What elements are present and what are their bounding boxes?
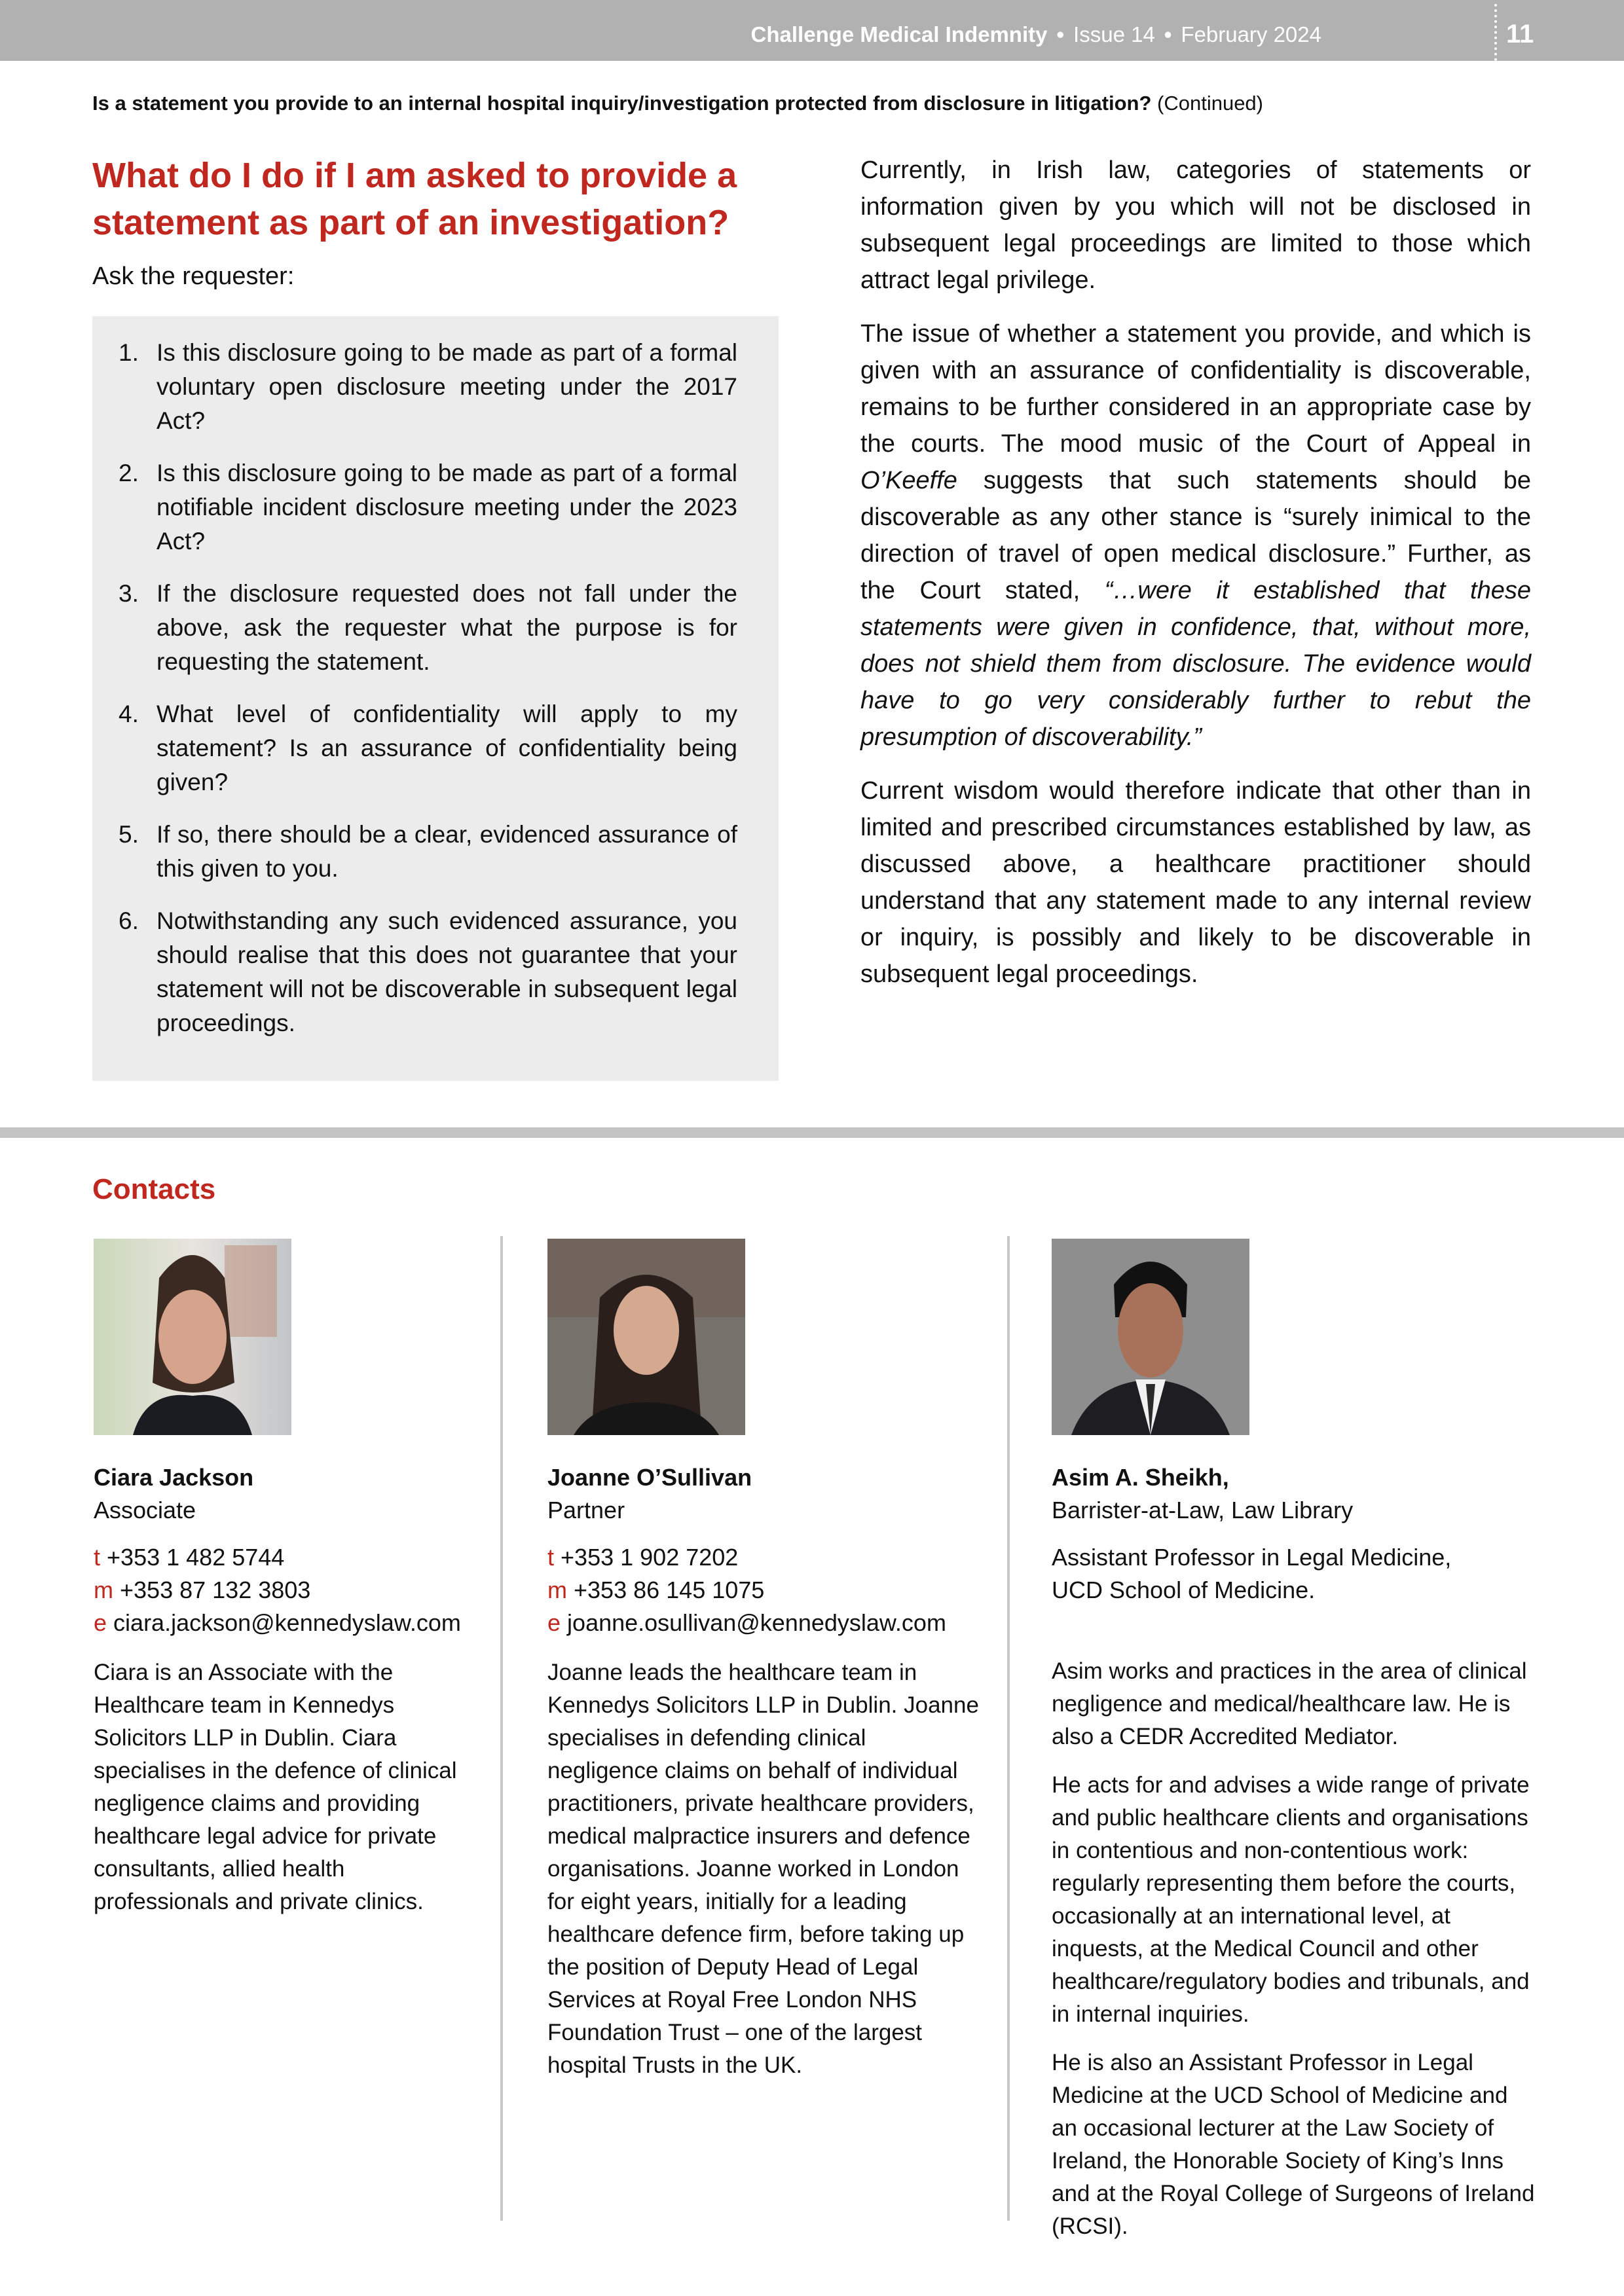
portrait-image (94, 1239, 291, 1435)
question-number: 3. (119, 580, 139, 607)
mobile-line (94, 1574, 473, 1607)
question-text: Notwithstanding any such evidenced assurance, you should realise that this does not guarantee that your statement will not be discoverable in subsequent legal proceedings. (157, 907, 737, 1036)
contact-affiliation: Assistant Professor in Legal Medicine, UCD School of Medicine. (1052, 1544, 1452, 1603)
portrait-image (1052, 1239, 1249, 1435)
mobile-number[interactable]: +353 86 145 1075 (574, 1576, 765, 1603)
phone-line (547, 1541, 980, 1574)
case-name: O’Keeffe (860, 467, 957, 494)
email-link[interactable]: joanne.osullivan@kennedyslaw.com (567, 1609, 946, 1636)
contact-card (94, 1239, 473, 1934)
contact-role: Partner (547, 1497, 625, 1523)
court-quote: “…were it established that these statements were given in confidence, that, without more, does not shield them from disclosure. The evidence would have to go very considerably further to rebut the presumption of discoverability.” (860, 577, 1531, 751)
phone-number[interactable]: +353 1 902 7202 (561, 1544, 739, 1571)
page-number: 11 (1506, 20, 1534, 48)
contact-photo (1052, 1239, 1249, 1435)
question-item (119, 697, 737, 799)
paragraph-irish-law: Currently, in Irish law, categories of statements or information given by you which will not be disclosed in subsequent legal proceedings are limited to those which attract legal privilege. (860, 156, 1531, 294)
contact-photo (94, 1239, 291, 1435)
left-column (92, 152, 780, 292)
running-title-question: Is a statement you provide to an internal hospital inquiry/investigation protected from disclosure in litigation? (92, 92, 1152, 115)
questions-box (92, 316, 779, 1081)
contact-card (1052, 1239, 1536, 2259)
contact-details (547, 1541, 980, 1639)
question-text: Is this disclosure going to be made as part of a formal notifiable incident disclosure meeting under the 2023 Act? (157, 460, 737, 555)
bullet-separator: • (1164, 22, 1172, 46)
issue-number: Issue 14 (1073, 22, 1155, 46)
dotted-divider (1494, 4, 1497, 61)
question-item (119, 456, 737, 558)
question-item (119, 904, 737, 1040)
contact-photo (547, 1239, 745, 1435)
email-line (94, 1607, 473, 1639)
section-divider (0, 1127, 1624, 1138)
question-item (119, 818, 737, 886)
question-number: 1. (119, 339, 139, 366)
right-column (860, 152, 1531, 1010)
contact-name: Ciara Jackson (94, 1464, 254, 1491)
contact-bio (1052, 1655, 1536, 2243)
contact-bio (547, 1656, 980, 2082)
phone-label: t (94, 1544, 101, 1571)
bio-paragraph: Joanne leads the healthcare team in Kennedys Solicitors LLP in Dublin. Joanne specialises in defending clinical negligence claims on behalf of individual practitioners, private healthcare providers, medical malpractice insurers and defence organisations. Joanne worked in London for eight years, initially for a leading healthcare defence firm, before taking up the position of Deputy Head of Legal Services at Royal Free London NHS Foundation Trust – one of the largest hospital Trusts in the UK. (547, 1660, 979, 2078)
publication-info (751, 22, 1321, 47)
mobile-label: m (94, 1576, 113, 1603)
phone-label: t (547, 1544, 555, 1571)
bio-paragraph: Ciara is an Associate with the Healthcare team in Kennedys Solicitors LLP in Dublin. Ciara specialises in the defence of clinical negligence claims and providing healthcare legal advice for private consultants, allied health professionals and private clinics. (94, 1660, 457, 1914)
bio-paragraph: He is also an Assistant Professor in Legal Medicine at the UCD School of Medicine and an occasional lecturer at the Law Society of Ireland, the Honorable Society of King’s Inns and at the Royal College of Surgeons of Ireland (RCSI). (1052, 2050, 1535, 2239)
question-number: 4. (119, 701, 139, 727)
paragraph-court-of-appeal (860, 316, 1531, 756)
email-label: e (94, 1609, 107, 1636)
paragraph-current-wisdom: Current wisdom would therefore indicate that other than in limited and prescribed circumstances established by law, as discussed above, a healthcare practitioner should understand that any statement made to any internal review or inquiry, is possibly and likely to be discoverable in subsequent legal proceedings. (860, 777, 1531, 988)
question-number: 5. (119, 821, 139, 848)
question-number: 2. (119, 460, 139, 486)
intro-text: Ask the requester: (92, 263, 295, 290)
question-text: Is this disclosure going to be made as part of a formal voluntary open disclosure meeting under the 2017 Act? (157, 339, 737, 434)
questions-list (119, 336, 737, 1059)
phone-line (94, 1541, 473, 1574)
mobile-label: m (547, 1576, 567, 1603)
email-label: e (547, 1609, 561, 1636)
bullet-separator: • (1056, 22, 1065, 46)
question-item (119, 336, 737, 438)
section-heading: What do I do if I am asked to provide a statement as part of an investigation? (92, 156, 737, 242)
contact-name: Asim A. Sheikh, (1052, 1464, 1229, 1491)
mobile-number[interactable]: +353 87 132 3803 (120, 1576, 311, 1603)
running-title (92, 92, 1263, 115)
column-divider (1007, 1236, 1010, 2221)
question-item (119, 577, 737, 679)
column-divider (500, 1236, 503, 2221)
contact-details (94, 1541, 473, 1639)
question-number: 6. (119, 907, 139, 934)
question-text: What level of confidentiality will apply to my statement? Is an assurance of confidentiality being given? (157, 701, 737, 795)
contact-card (547, 1239, 980, 2098)
paragraph-text: The issue of whether a statement you provide, and which is given with an assurance of confidentiality is discoverable, remains to be further considered in an appropriate case by the courts. The mood music of the Court of Appeal in (860, 320, 1531, 458)
question-text: If so, there should be a clear, evidenced assurance of this given to you. (157, 821, 737, 882)
portrait-image (547, 1239, 745, 1435)
bio-paragraph: He acts for and advises a wide range of private and public healthcare clients and organisations in contentious and non-contentious work: regularly representing them before the courts, occasionally at an international level, at inquests, at the Medical Council and other healthcare/regulatory bodies and tribunals, and in internal inquiries. (1052, 1772, 1530, 2027)
contact-role: Associate (94, 1497, 196, 1523)
paragraph-text: suggests that such statements should be discoverable as any other stance is “surely inimical to the direction of travel of open medical disclosure.” Further, as the Court stated, (860, 467, 1531, 604)
question-text: If the disclosure requested does not fall under the above, ask the requester what the purpose is for requesting the statement. (157, 580, 737, 675)
contact-bio (94, 1656, 473, 1918)
contact-role: Barrister-at-Law, Law Library (1052, 1497, 1354, 1523)
publication-name: Challenge Medical Indemnity (750, 22, 1048, 46)
issue-date: February 2024 (1181, 22, 1321, 46)
email-line (547, 1607, 980, 1639)
mobile-line (547, 1574, 980, 1607)
bio-paragraph: Asim works and practices in the area of clinical negligence and medical/healthcare law. He is also a CEDR Accredited Mediator. (1052, 1658, 1527, 1749)
contacts-heading: Contacts (92, 1173, 216, 1205)
contact-name: Joanne O’Sullivan (547, 1464, 752, 1491)
phone-number[interactable]: +353 1 482 5744 (107, 1544, 285, 1571)
email-link[interactable]: ciara.jackson@kennedyslaw.com (113, 1609, 461, 1636)
running-title-continued: (Continued) (1157, 92, 1263, 115)
